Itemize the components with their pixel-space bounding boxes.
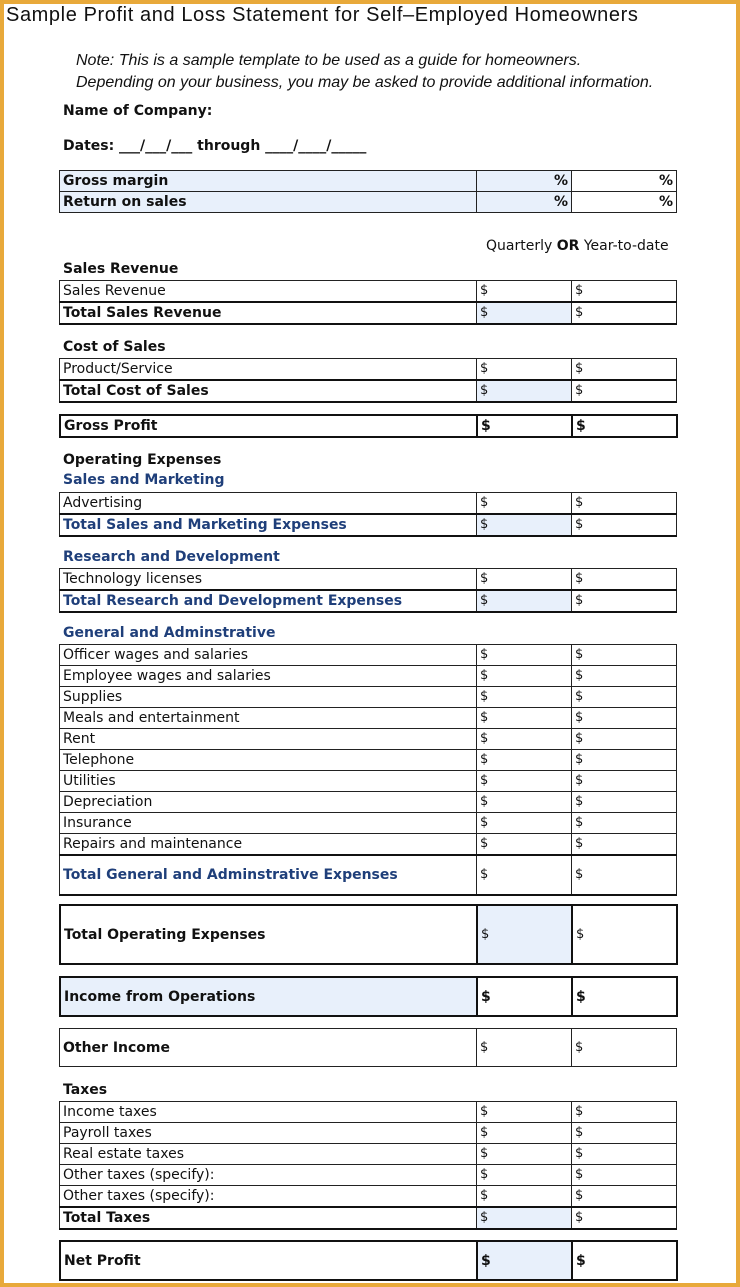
amount-cell[interactable]: $ <box>572 281 677 303</box>
ratio-gross-margin-quarterly[interactable]: % <box>477 171 572 192</box>
page-title: Sample Profit and Loss Statement for Self–Employed Homeowners <box>6 4 639 26</box>
amount-cell[interactable]: $ <box>477 514 572 536</box>
taxes-table <box>59 1101 677 1230</box>
line-item-label: Employee wages and salaries <box>60 666 477 687</box>
sales-marketing-table <box>59 492 677 537</box>
ratios-table <box>59 170 677 213</box>
gross-profit-label: Gross Profit <box>60 415 477 437</box>
amount-cell[interactable]: $ <box>572 771 677 792</box>
amount-cell[interactable]: $ <box>477 380 572 402</box>
line-item-label: Insurance <box>60 813 477 834</box>
amount-cell[interactable]: $ <box>572 1144 677 1165</box>
amount-cell[interactable]: $ <box>477 855 572 895</box>
amount-cell[interactable]: $ <box>477 1207 572 1229</box>
ratio-label-return-on-sales: Return on sales <box>60 192 477 213</box>
line-item-label: Supplies <box>60 687 477 708</box>
amount-cell[interactable]: $ <box>477 415 572 437</box>
net-profit-table <box>59 1240 678 1281</box>
amount-cell[interactable]: $ <box>572 380 677 402</box>
amount-cell[interactable]: $ <box>477 1241 572 1280</box>
amount-cell[interactable]: $ <box>572 729 677 750</box>
other-income-label: Other Income <box>60 1029 477 1067</box>
line-item-label: Telephone <box>60 750 477 771</box>
amount-cell[interactable]: $ <box>572 687 677 708</box>
total-operating-label: Total Operating Expenses <box>60 905 477 964</box>
section-research-development: Research and Development <box>63 549 280 565</box>
ratio-return-on-sales-ytd[interactable]: % <box>572 192 677 213</box>
total-operating-table <box>59 904 678 965</box>
line-item-label: Advertising <box>60 493 477 515</box>
line-item-label: Technology licenses <box>60 569 477 591</box>
ratio-return-on-sales-quarterly[interactable]: % <box>477 192 572 213</box>
amount-cell[interactable]: $ <box>572 645 677 666</box>
col-header-quarterly: Quarterly <box>486 238 553 254</box>
amount-cell[interactable]: $ <box>572 834 677 856</box>
dates-label: Dates: ___/___/___ through ____/____/_____ <box>63 138 367 154</box>
amount-cell[interactable]: $ <box>477 302 572 324</box>
section-sales-revenue: Sales Revenue <box>63 261 179 277</box>
section-taxes: Taxes <box>63 1082 108 1098</box>
line-item-label: Rent <box>60 729 477 750</box>
amount-cell[interactable]: $ <box>572 415 677 437</box>
note-line-1: Note: This is a sample template to be used as a guide for homeowners. <box>76 52 582 69</box>
general-admin-table <box>59 644 677 896</box>
section-operating-expenses: Operating Expenses <box>63 452 222 468</box>
column-headers <box>486 238 669 254</box>
amount-cell[interactable]: $ <box>572 590 677 612</box>
amount-cell[interactable]: $ <box>572 1241 677 1280</box>
company-label: Name of Company: <box>63 103 213 119</box>
amount-cell[interactable]: $ <box>572 1029 677 1067</box>
amount-cell[interactable]: $ <box>477 771 572 792</box>
amount-cell[interactable]: $ <box>572 977 677 1016</box>
amount-cell[interactable]: $ <box>572 1123 677 1144</box>
section-general-admin: General and Adminstrative <box>63 625 276 641</box>
amount-cell[interactable]: $ <box>477 359 572 381</box>
amount-cell[interactable]: $ <box>477 905 572 964</box>
amount-cell[interactable]: $ <box>477 1029 572 1067</box>
amount-cell[interactable]: $ <box>477 834 572 856</box>
total-label: Total Taxes <box>60 1207 477 1229</box>
total-label: Total Sales Revenue <box>60 302 477 324</box>
total-label: Total Research and Development Expenses <box>60 590 477 612</box>
total-label: Total General and Adminstrative Expenses <box>60 855 477 895</box>
amount-cell[interactable]: $ <box>572 708 677 729</box>
amount-cell[interactable]: $ <box>477 687 572 708</box>
amount-cell[interactable]: $ <box>572 493 677 515</box>
amount-cell[interactable]: $ <box>477 813 572 834</box>
amount-cell[interactable]: $ <box>477 1165 572 1186</box>
line-item-label: Repairs and maintenance <box>60 834 477 856</box>
net-profit-label: Net Profit <box>60 1241 477 1280</box>
amount-cell[interactable]: $ <box>477 750 572 771</box>
line-item-label: Other taxes (specify): <box>60 1165 477 1186</box>
other-income-table <box>59 1028 677 1067</box>
gross-profit-table <box>59 414 678 438</box>
amount-cell[interactable]: $ <box>477 666 572 687</box>
amount-cell[interactable]: $ <box>477 493 572 515</box>
amount-cell[interactable]: $ <box>477 1144 572 1165</box>
line-item-label: Payroll taxes <box>60 1123 477 1144</box>
cost-of-sales-table <box>59 358 677 403</box>
income-operations-table <box>59 976 678 1017</box>
amount-cell[interactable]: $ <box>477 645 572 666</box>
amount-cell[interactable]: $ <box>477 792 572 813</box>
amount-cell[interactable]: $ <box>572 569 677 591</box>
line-item-label: Product/Service <box>60 359 477 381</box>
amount-cell[interactable]: $ <box>572 359 677 381</box>
line-item-label: Income taxes <box>60 1102 477 1123</box>
research-development-table <box>59 568 677 613</box>
amount-cell[interactable]: $ <box>572 1165 677 1186</box>
amount-cell[interactable]: $ <box>477 977 572 1016</box>
amount-cell[interactable]: $ <box>477 1123 572 1144</box>
amount-cell[interactable]: $ <box>477 590 572 612</box>
amount-cell[interactable]: $ <box>572 666 677 687</box>
line-item-label: Sales Revenue <box>60 281 477 303</box>
ratio-gross-margin-ytd[interactable]: % <box>572 171 677 192</box>
note-text <box>76 50 653 94</box>
amount-cell[interactable]: $ <box>477 1186 572 1208</box>
line-item-label: Utilities <box>60 771 477 792</box>
line-item-label: Meals and entertainment <box>60 708 477 729</box>
amount-cell[interactable]: $ <box>477 708 572 729</box>
amount-cell[interactable]: $ <box>572 905 677 964</box>
col-header-ytd: Year-to-date <box>583 238 669 254</box>
section-sales-marketing: Sales and Marketing <box>63 472 225 488</box>
amount-cell[interactable]: $ <box>477 729 572 750</box>
amount-cell[interactable]: $ <box>572 855 677 895</box>
total-label: Total Cost of Sales <box>60 380 477 402</box>
note-line-2: Depending on your business, you may be asked to provide additional information. <box>76 74 654 91</box>
amount-cell[interactable]: $ <box>477 281 572 303</box>
amount-cell[interactable]: $ <box>477 1102 572 1123</box>
amount-cell[interactable]: $ <box>572 514 677 536</box>
line-item-label: Other taxes (specify): <box>60 1186 477 1208</box>
line-item-label: Depreciation <box>60 792 477 813</box>
amount-cell[interactable]: $ <box>572 813 677 834</box>
amount-cell[interactable]: $ <box>572 302 677 324</box>
income-operations-label: Income from Operations <box>60 977 477 1016</box>
amount-cell[interactable]: $ <box>477 569 572 591</box>
sales-revenue-table <box>59 280 677 325</box>
amount-cell[interactable]: $ <box>572 1102 677 1123</box>
line-item-label: Real estate taxes <box>60 1144 477 1165</box>
amount-cell[interactable]: $ <box>572 1186 677 1208</box>
col-header-or: OR <box>556 238 580 254</box>
section-cost-of-sales: Cost of Sales <box>63 339 166 355</box>
amount-cell[interactable]: $ <box>572 750 677 771</box>
total-label: Total Sales and Marketing Expenses <box>60 514 477 536</box>
line-item-label: Officer wages and salaries <box>60 645 477 666</box>
ratio-label-gross-margin: Gross margin <box>60 171 477 192</box>
amount-cell[interactable]: $ <box>572 792 677 813</box>
amount-cell[interactable]: $ <box>572 1207 677 1229</box>
